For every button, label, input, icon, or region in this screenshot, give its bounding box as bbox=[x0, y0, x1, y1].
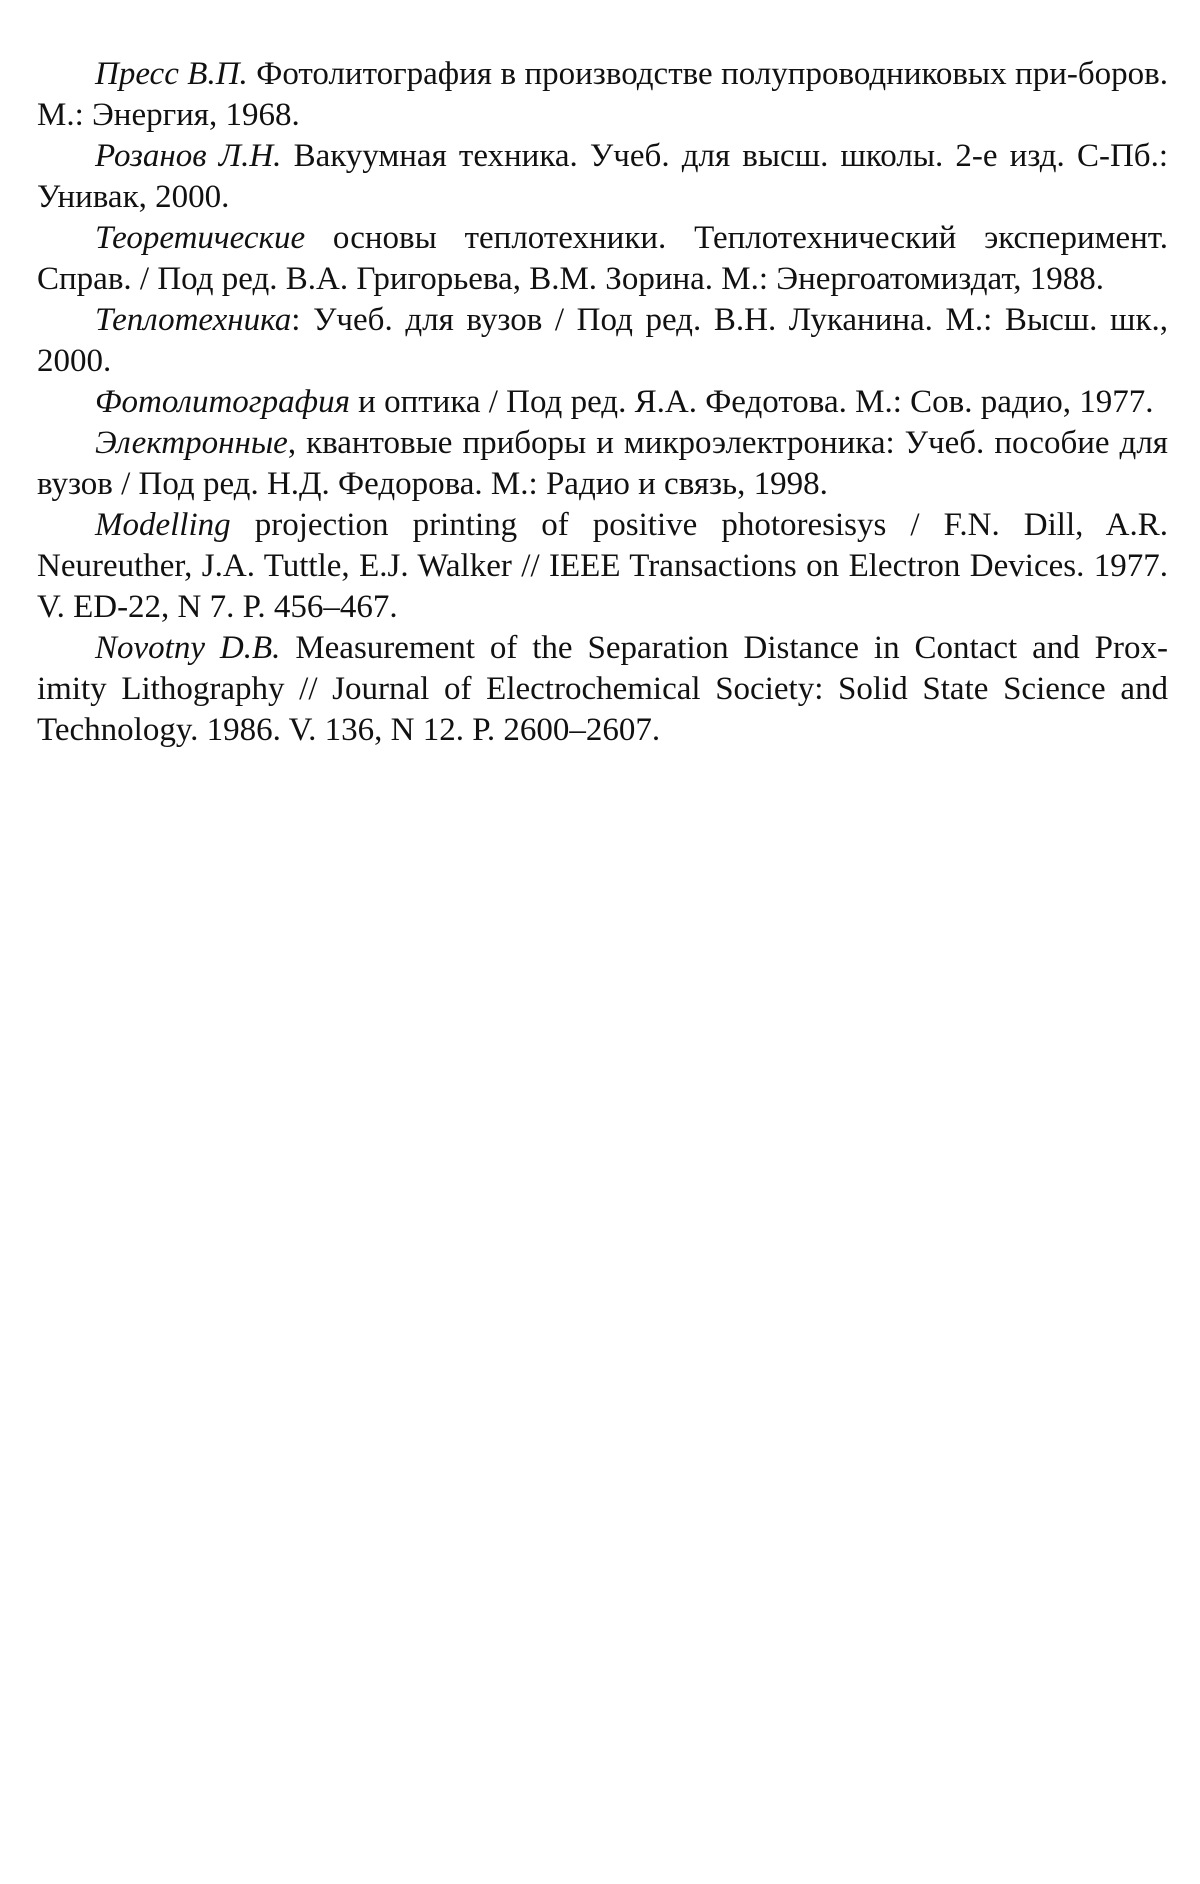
reference-text: основы теплотехники. Теплотехнический эксперимент. Справ. / Под ред. В.А. Григорьева, В.М. Зорина. М.: Энергоатомиздат, 1988. bbox=[37, 220, 1168, 297]
reference-lead: Теплотехника bbox=[95, 302, 292, 338]
reference-lead: Теоретические bbox=[95, 220, 306, 256]
reference-entry bbox=[37, 136, 1168, 218]
reference-lead: Фотолитография bbox=[95, 384, 350, 420]
reference-text: : Учеб. для вузов / Под ред. В.Н. Луканина. М.: Высш. шк., 2000. bbox=[37, 302, 1168, 379]
reference-entry bbox=[37, 54, 1168, 136]
reference-entry bbox=[37, 382, 1168, 423]
reference-entry bbox=[37, 628, 1168, 751]
reference-lead: Электронные bbox=[95, 425, 288, 461]
reference-lead: Modelling bbox=[95, 507, 231, 543]
reference-lead: Пресс В.П. bbox=[95, 56, 248, 92]
reference-text: projection printing of positive photoresisys / F.N. Dill, A.R. Neureuther, J.A. Tuttle, E.J. Walker // IEEE Transactions on Electron Devices. 1977. V. ED-22, N 7. P. 456–467. bbox=[37, 507, 1168, 625]
reference-list bbox=[37, 54, 1168, 751]
reference-lead: Розанов Л.Н. bbox=[95, 138, 282, 174]
reference-entry bbox=[37, 300, 1168, 382]
reference-lead: Novotny D.B. bbox=[95, 630, 281, 666]
reference-text: и оптика / Под ред. Я.А. Федотова. М.: Сов. радио, 1977. bbox=[349, 384, 1154, 420]
reference-entry bbox=[37, 423, 1168, 505]
reference-text: Вакуумная техника. Учеб. для высш. школы. 2-е изд. С-Пб.: Унивак, 2000. bbox=[37, 138, 1168, 215]
reference-text: Measurement of the Separation Distance in Contact and Prox-imity Lithography // Journal of Electrochemical Society: Solid State Science and Technology. 1986. V. 136, N 12. P. 2600–2607. bbox=[37, 630, 1168, 748]
reference-entry bbox=[37, 218, 1168, 300]
reference-text: , квантовые приборы и микроэлектроника: Учеб. пособие для вузов / Под ред. Н.Д. Федорова. М.: Радио и связь, 1998. bbox=[37, 425, 1168, 502]
reference-text: Фотолитография в производстве полупроводниковых при-боров. М.: Энергия, 1968. bbox=[37, 56, 1168, 133]
reference-entry bbox=[37, 505, 1168, 628]
